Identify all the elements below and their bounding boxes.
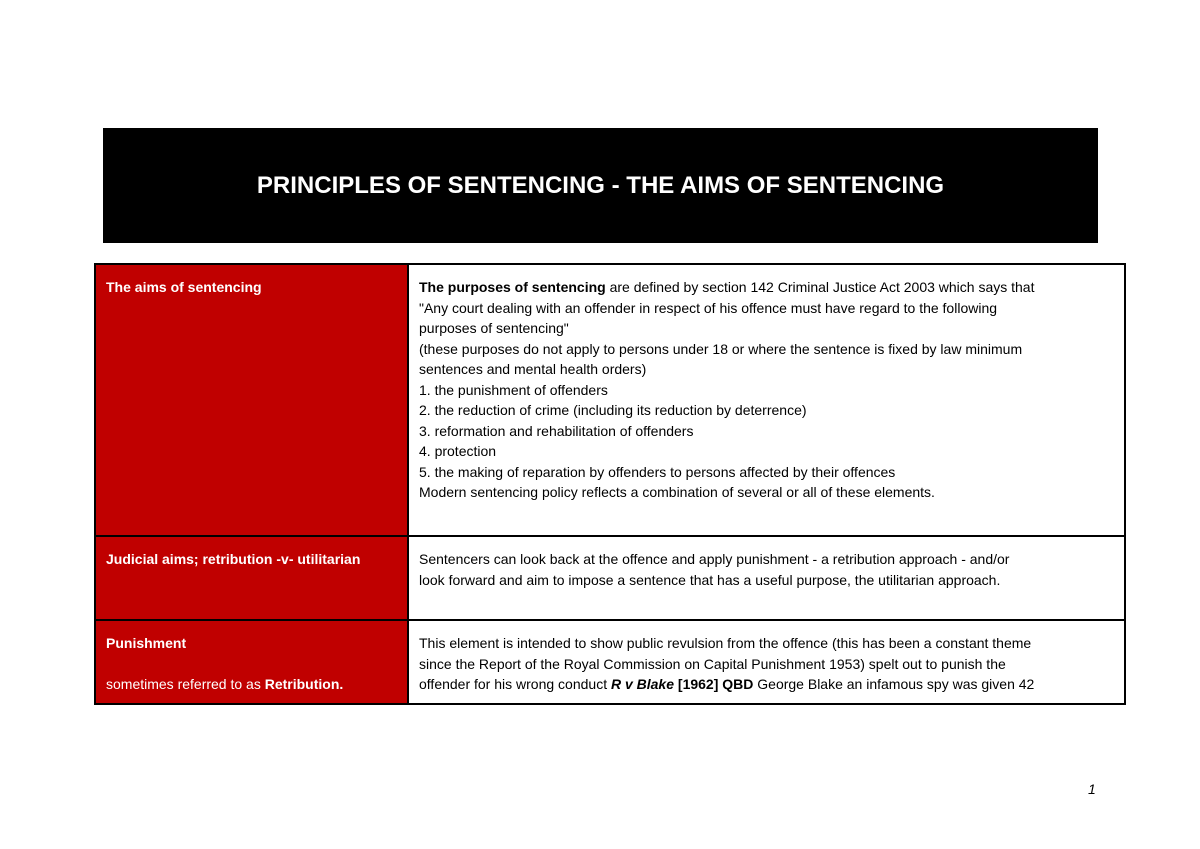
subtext-prefix: sometimes referred to as [106, 675, 265, 692]
note-line: sentences and mental health orders) [419, 361, 647, 377]
content-line [419, 674, 1114, 695]
row-content [408, 536, 1125, 620]
table-row [95, 620, 1125, 704]
row-label [95, 536, 408, 620]
spacer [106, 654, 397, 674]
list-item: 5. the making of reparation by offenders to persons affected by their offences [419, 463, 896, 480]
row-content [408, 620, 1125, 704]
intro-rest: are defined by section 142 Criminal Justice Act 2003 which says that [605, 279, 1035, 295]
row-content [408, 264, 1125, 536]
list-item: 2. the reduction of crime (including its reduction by deterrence) [419, 402, 807, 418]
case-citation: [1962] QBD [674, 676, 754, 692]
closing-line: Modern sentencing policy reflects a combination of several or all of these elements. [419, 484, 935, 500]
content-line: since the Report of the Royal Commission on Capital Punishment 1953) spelt out to punish the [419, 655, 1006, 672]
page-title: PRINCIPLES OF SENTENCING - THE AIMS OF SENTENCING [256, 171, 945, 199]
table-row [95, 536, 1125, 620]
line-prefix: offender for his wrong conduct [419, 676, 611, 692]
list-item: 4. protection [419, 443, 497, 459]
quote-line: purposes of sentencing" [419, 320, 569, 336]
row-label [95, 264, 408, 536]
case-name: R v Blake [610, 676, 675, 692]
row-label-text: Judicial aims; retribution -v- utilitarian [106, 551, 361, 567]
row-label-subtext [106, 674, 397, 695]
table-row [95, 264, 1125, 536]
subtext-bold: Retribution. [264, 675, 344, 692]
quote-line: "Any court dealing with an offender in respect of his offence must have regard to the following [419, 299, 998, 316]
title-banner [103, 128, 1098, 243]
row-label-text: The aims of sentencing [106, 279, 262, 295]
page-number: 1 [1088, 781, 1096, 797]
list-item: 3. reformation and rehabilitation of offenders [419, 422, 694, 439]
content-line: look forward and aim to impose a sentence that has a useful purpose, the utilitarian approach. [419, 571, 1001, 588]
intro-bold: The purposes of sentencing [419, 279, 606, 295]
note-line: (these purposes do not apply to persons under 18 or where the sentence is fixed by law minimum [419, 340, 1023, 357]
content-line: Sentencers can look back at the offence and apply punishment - a retribution approach - and/or [419, 551, 1010, 567]
row-label-text: Punishment [106, 635, 187, 651]
list-item: 1. the punishment of offenders [419, 381, 608, 398]
aims-table [94, 263, 1126, 705]
line-suffix: George Blake an infamous spy was given 42 [753, 676, 1035, 692]
row-label [95, 620, 408, 704]
intro-line [419, 277, 1114, 298]
content-line: This element is intended to show public revulsion from the offence (this has been a constant theme [419, 635, 1032, 651]
